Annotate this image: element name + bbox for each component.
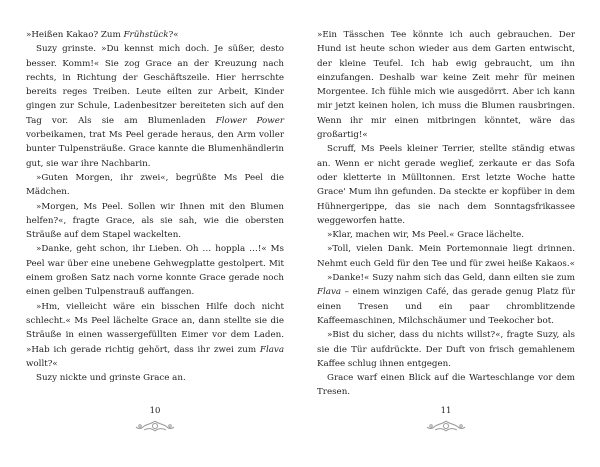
paragraph: »Klar, machen wir, Ms Peel.« Grace lächelte. bbox=[327, 230, 525, 241]
left-page bbox=[26, 28, 284, 385]
flourish-ornament-icon bbox=[423, 418, 469, 434]
paragraph: Scruff, Ms Peels kleiner Terrier, stellte ständig etwas an. Wenn er nicht gerade weglief, zerkaute er das Sofa oder kletterte in Mülltonnen. Erst letzte Woche hatte Grace' Mum ihn gefunden. Da steckte er kopfüber in dem Hühnergerippe, das sie nach dem Sonntagsfrikassee weggeworfen hatte. bbox=[317, 144, 575, 226]
paragraph: »Morgen, Ms Peel. Sollen wir Ihnen mit den Blumen helfen?«, fragte Grace, als sie sah, wie die obersten Sträuße auf dem Stapel wackelten. bbox=[26, 201, 284, 241]
paragraph: »Heißen Kakao? Zum Frühstück?« bbox=[26, 30, 179, 40]
page-number: 10 bbox=[149, 406, 161, 416]
paragraph: Suzy nickte und grinste Grace an. bbox=[36, 373, 186, 384]
paragraph: »Toll, vielen Dank. Mein Portemonnaie liegt drinnen. Nehmt euch Geld für den Tee und für zwei heiße Kakaos.« bbox=[317, 244, 575, 269]
paragraph: »Guten Morgen, ihr zwei«, begrüßte Ms Peel die Mädchen. bbox=[26, 172, 284, 198]
paragraph: »Bist du sicher, dass du nichts willst?«, fragte Suzy, als sie die Tür aufdrückte. Der Duft von frisch gemahlenem Kaffee schlug ihnen entgegen. bbox=[317, 330, 575, 369]
page-number: 11 bbox=[440, 406, 452, 416]
right-page bbox=[317, 28, 575, 400]
flourish-ornament-icon bbox=[132, 418, 178, 434]
paragraph: »Danke, geht schon, ihr Lieben. Oh … hoppla …!« Ms Peel war über eine unebene Gehwegplatte gestolpert. Mit einem großen Satz nach vorne konnte Grace gerade noch einen gelben Tulpenstrauß auffangen. bbox=[26, 244, 284, 298]
right-page-footer bbox=[317, 406, 575, 434]
paragraph: »Hm, vielleicht wäre ein bisschen Hilfe doch nicht schlecht.« Ms Peel lächelte Grace an, dann stellte sie die Sträuße in einen wassergefüllten Eimer vor dem Laden. »Hab ich gerade richtig gehört, dass ihr zwei zum Flava wollt?« bbox=[26, 301, 284, 369]
paragraph: »Ein Tässchen Tee könnte ich auch gebrauchen. Der Hund ist heute schon wieder aus dem Garten entwischt, der kleine Teufel. Ich hab ewig gebraucht, um ihn einzufangen. Deshalb war keine Zeit mehr für meinen Morgentee. Ich fühle mich wie ausgedörrt. Aber ich kann mir jetzt keinen holen, ich muss die Blumen rausbringen. Wenn ihr mir einen mitbringen könntet, wäre das großartig!« bbox=[317, 30, 575, 141]
paragraph: »Danke!« Suzy nahm sich das Geld, dann eilten sie zum Flava – einem winzigen Café, das gerade genug Platz für einen Tresen und ein paar chromblitzende Kaffeemaschinen, Milchschäumer und Teekocher bot. bbox=[317, 273, 575, 326]
left-page-footer bbox=[26, 406, 284, 434]
paragraph: Grace warf einen Blick auf die Warteschlange vor dem Tresen. bbox=[317, 373, 575, 398]
paragraph: Suzy grinste. »Du kennst mich doch. Je süßer, desto besser. Komm!« Sie zog Grace an der Kreuzung nach rechts, in Richtung der Geschäftszeile. Hier herrschte bereits reges Treiben. Leute eilten zur Arbeit, Kinder gingen zur Schule, Ladenbesitzer bereiteten sich auf den Tag vor. Als sie am Blumenladen Flower Power vorbeikamen, trat Ms Peel gerade heraus, den Arm voller bunter Tulpensträuße. Grace kannte die Blumenhändlerin gut, sie war ihre Nachbarin. bbox=[26, 44, 284, 169]
